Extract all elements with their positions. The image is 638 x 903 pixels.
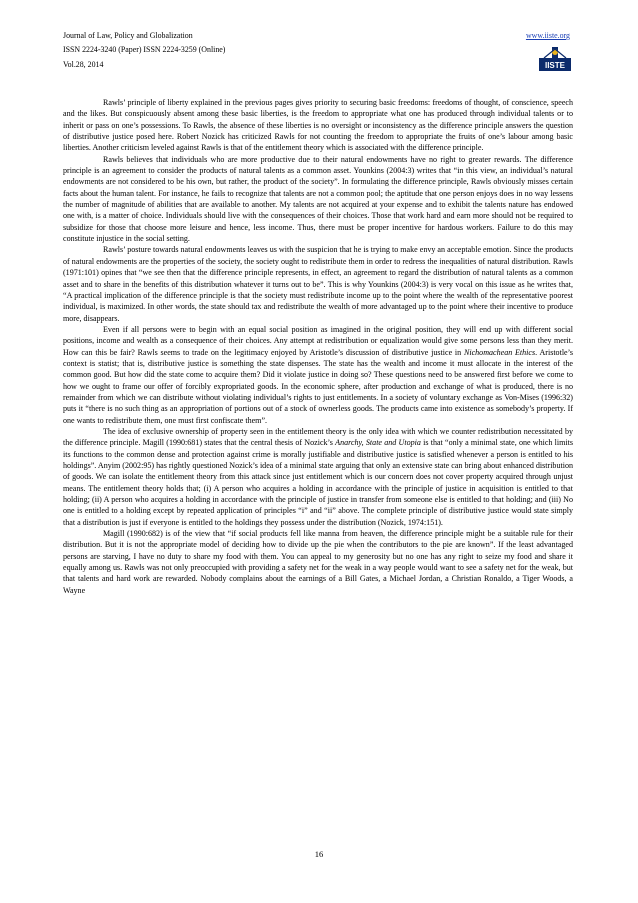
body-paragraph (63, 528, 573, 596)
italic-title: Anarchy, State and Utopia (335, 438, 421, 448)
iiste-logo (538, 46, 572, 72)
italic-title: Nichomachean Ethics (463, 347, 536, 357)
paragraph-text: . Aristotle’s context is statist; that is, distributive justice is something the state dispenses. The state has the wealth and income it must allocate in the interest of the common good. But how did the state come to acquire them? Did it violate justice in doing so? These questions need to be answered first before we come to how we ought to frame our offer of forcibly expropriated goods. In the economic sphere, after production and exchange of what is produced, there is no remainder from which we can distribute without violating individual’s rights to just entitlements. In a society of voluntary exchange as Von-Mises (1996:32) puts it “there is no such thing as an appropriation of portions out of a stock of ownerless goods. The products came into existence as somebody’s property. If one wants to redistribute them, one must first confiscate them”. (63, 347, 573, 425)
body-paragraph (63, 97, 573, 154)
svg-text:IISTE: IISTE (544, 61, 566, 70)
paragraph-text: Rawls believes that individuals who are more productive due to their natural endowments have no right to greater rewards. The difference principle is an agreement to consider the products of natural talents as a common asset. Younkins (2004:3) writes that “in this view, an individual’s natural endowments are not considered to be his own, but rather, the product of the society”. In formulating the difference principle, Rawls obviously misses certain facts about the human talent. For instance, he fails to recognize that talents are not a common pool; the aptitude that one person enjoys does in no way lessens the number of magnitude of abilities that are available to another. My talents are not acquired at your expense and to exhibit the talents nature has endowed one with, is a matter of choice. Individuals should live with the consequences of their choices. Those that work hard and earn more should not be required to subsidize for those that choose more leisure and hence, less income. Thus, there must be proper incentive for hardous workers. Failure to do this may constitute injustice in the social setting. (63, 154, 573, 244)
article-body (63, 97, 573, 596)
paragraph-text: Magill (1990:682) is of the view that “if social products fell like manna from heaven, the difference principle might be a suitable rule for their distribution. But it is not the appropriate model of deciding how to divide up the pie when the contributors to the pie are known”. If the least advantaged persons are starving, I have no duty to share my food with them. You can appeal to my generosity but no one has any right to seize my food and share it equally among us. Rawls was not only preoccupied with providing a safety net for the weak in a way people would want to see a safety net for the weak, but that talents and hard work are rewarded. Nobody complains about the earnings of a Bill Gates, a Michael Jordan, a Christian Ronaldo, a Tiger Woods, a Wayne (63, 529, 573, 595)
body-paragraph (63, 244, 573, 323)
volume-line: Vol.28, 2014 (63, 59, 104, 69)
paragraph-text: Rawls’ posture towards natural endowments leaves us with the suspicion that he is trying to make envy an acceptable emotion. Since the products of natural endowments are the properties of the society, the society ought to redistribute them in order to redress the inequalities of natural distribution. Rawls (1971:101) opines that “we see then that the difference principle represents, in effect, an agreement to regard the distribution of natural talents as a common asset and to share in the benefits of this distribution whatever it turns out to be”. This is why Younkins (2004:3) is very vocal on this issue as he writes that, “A practical implication of the difference principle is that the society must redistribute income up to the point where the wealth of the representative poorest individual, is maximized. In other words, the state should tax and redistribute the wealth of more advantaged up to the point where their incentive to produce more, disappears. (63, 245, 573, 323)
body-paragraph (63, 324, 573, 426)
body-paragraph (63, 154, 573, 245)
journal-title: Journal of Law, Policy and Globalization (63, 31, 193, 40)
page-number: 16 (314, 849, 324, 859)
paragraph-text: Rawls’ principle of liberty explained in the previous pages gives priority to securing basic freedoms: freedoms of thought, of conscience, speech and the likes. But conspicuously absent among these basic liberties, is the freedom to appropriate what one has produced through individual talents or to inherit or pass on one’s possessions. To Rawls, the absence of these liberties is no oversight or inconsistency as the difference principle answers the question of distributive justice posed here. Robert Nozick has criticized Rawls for not counting the freedom to appropriate the fruits of one’s labour among basic liberties. Another criticism leveled against Rawls is that of the entitlement theory which is associated with the difference principle. (63, 98, 573, 153)
paragraph-text: Even if all persons were to begin with an equal social position as imagined in the original position, they will end up with different social positions, income and wealth as a consequence of their choices. Any attempt at redistribution or equalization would give some persons less than they merit. How can this be fair? Rawls seems to trade on the legitimacy enjoyed by Aristotle’s discussion of distributive justice in (63, 324, 573, 357)
website-link[interactable]: www.iiste.org (525, 31, 570, 40)
running-header (63, 29, 225, 72)
paragraph-text: is that “only a minimal state, one which limits its functions to the common dense and protection against crime is morally justifiable and distributive justice is satisfied whenever a person is entitled to his holdings”. Anyim (2002:95) has rightly questioned Nozick’s idea of a minimal state arguing that only an extensive state can bring about enhanced distribution of goods. We can isolate the entitlement theory from this attack since just entitlement which is our concern does not cover property acquired through unjust means. The entitlement theory holds that; (i) A person who acquires a holding in accordance with the principle of justice in acquisition is entitled to that holding; (ii) A person who acquires a holding in accordance with the principle of justice in transfer from someone else is entitled to that holding; and (iii) No one is entitled to a holding except by repeated application of principles “i” and “ii” above. The complete principle of distributive justice would state simply that a distribution is just if everyone is entitled to the holdings they possess under the distribution (Nozick, 1974:151). (63, 438, 574, 527)
issn-line: ISSN 2224-3240 (Paper) ISSN 2224-3259 (Online) (63, 45, 226, 55)
paragraph-text: The idea of exclusive ownership of property seen in the entitlement theory is the only idea with which we counter redistribution necessitated by the difference principle. Magill (1990:681) states that the central thesis of Nozick’s (63, 426, 573, 448)
body-paragraph (63, 426, 573, 528)
